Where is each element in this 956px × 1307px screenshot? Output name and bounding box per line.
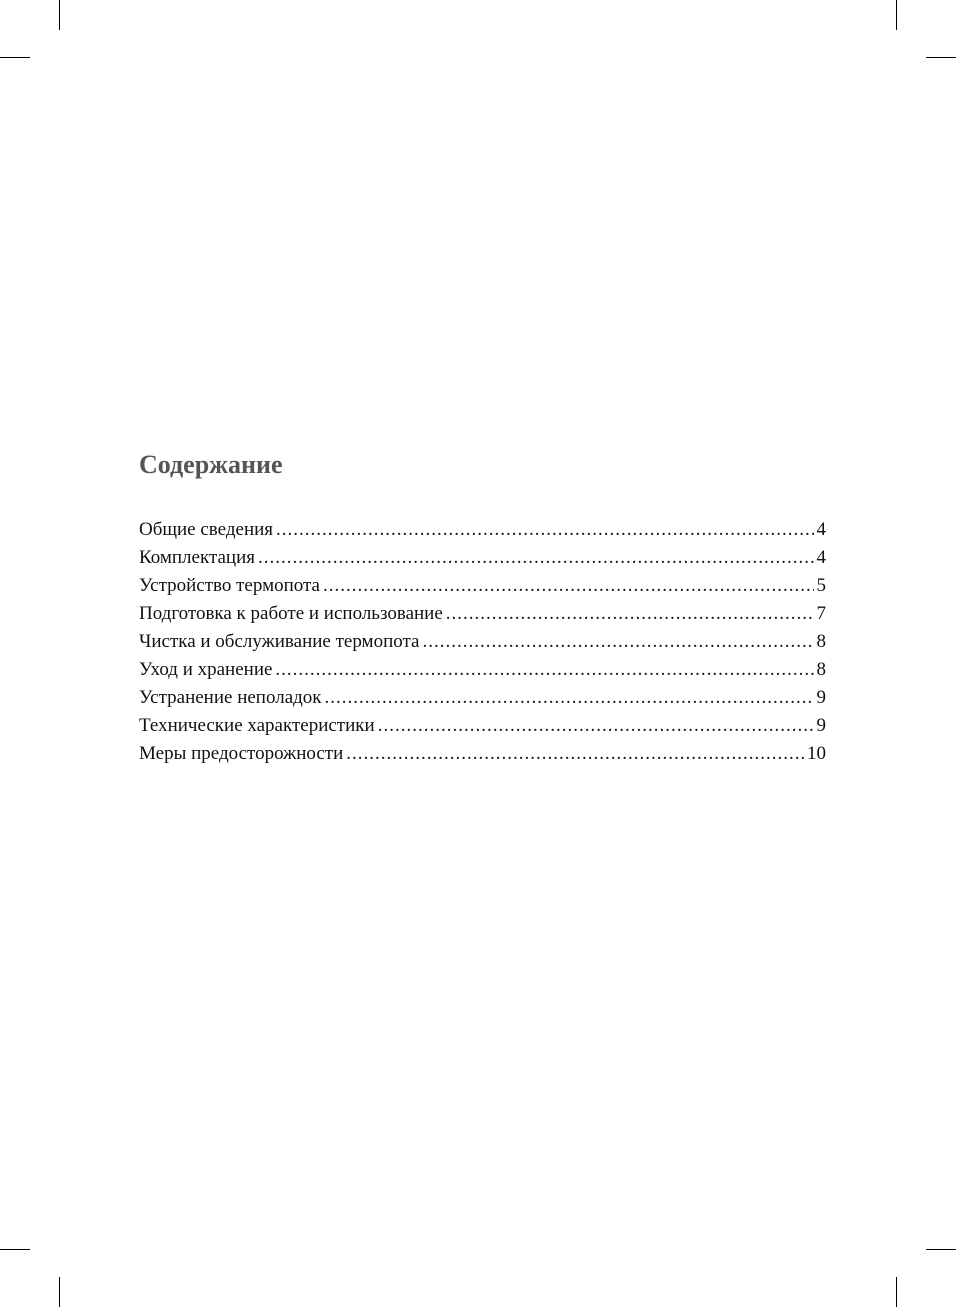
- toc-entry-label: Комплектация: [139, 547, 255, 568]
- toc-entry-page: 5: [816, 575, 826, 596]
- toc-entry[interactable]: [139, 544, 826, 572]
- crop-mark-bottom-right-horizontal: [926, 1249, 956, 1250]
- crop-mark-top-right-horizontal: [926, 57, 956, 58]
- toc-dot-leader: [323, 572, 814, 600]
- crop-mark-bottom-right-vertical: [896, 1277, 897, 1307]
- toc-entry-label: Технические характеристики: [139, 715, 375, 736]
- toc-entry-page: 8: [816, 659, 826, 680]
- toc-entry-page: 9: [816, 687, 826, 708]
- table-of-contents: [139, 448, 826, 768]
- toc-entry-label: Устранение неполадок: [139, 687, 322, 708]
- toc-entry-label: Меры предосторожности: [139, 743, 344, 764]
- toc-entry[interactable]: [139, 656, 826, 684]
- toc-dot-leader: [346, 740, 804, 768]
- toc-entry-page: 9: [816, 715, 826, 736]
- toc-entry[interactable]: [139, 712, 826, 740]
- toc-entry-page: 10: [807, 743, 826, 764]
- toc-entry-page: 8: [816, 631, 826, 652]
- toc-entry[interactable]: [139, 600, 826, 628]
- toc-list: [139, 516, 826, 768]
- crop-mark-bottom-left-vertical: [59, 1277, 60, 1307]
- toc-entry-label: Общие сведения: [139, 519, 274, 540]
- toc-entry-page: 7: [816, 603, 826, 624]
- crop-mark-bottom-left-horizontal: [0, 1249, 30, 1250]
- toc-entry[interactable]: [139, 628, 826, 656]
- crop-mark-top-left-vertical: [59, 0, 60, 30]
- toc-entry[interactable]: [139, 572, 826, 600]
- toc-heading: Содержание: [139, 450, 283, 479]
- toc-entry-page: 4: [816, 519, 826, 540]
- toc-dot-leader: [422, 628, 813, 656]
- toc-entry-label: Подготовка к работе и использование: [139, 603, 443, 624]
- toc-dot-leader: [378, 712, 814, 740]
- toc-entry-label: Чистка и обслуживание термопота: [139, 631, 420, 652]
- toc-entry[interactable]: [139, 516, 826, 544]
- toc-dot-leader: [276, 516, 813, 544]
- toc-entry-label: Устройство термопота: [139, 575, 320, 596]
- toc-dot-leader: [446, 600, 814, 628]
- toc-dot-leader: [258, 544, 814, 572]
- toc-entry[interactable]: [139, 740, 826, 768]
- toc-entry-page: 4: [816, 547, 826, 568]
- toc-dot-leader: [275, 656, 813, 684]
- toc-dot-leader: [325, 684, 814, 712]
- crop-mark-top-right-vertical: [896, 0, 897, 30]
- crop-mark-top-left-horizontal: [0, 57, 30, 58]
- toc-entry-label: Уход и хранение: [139, 659, 273, 680]
- toc-entry[interactable]: [139, 684, 826, 712]
